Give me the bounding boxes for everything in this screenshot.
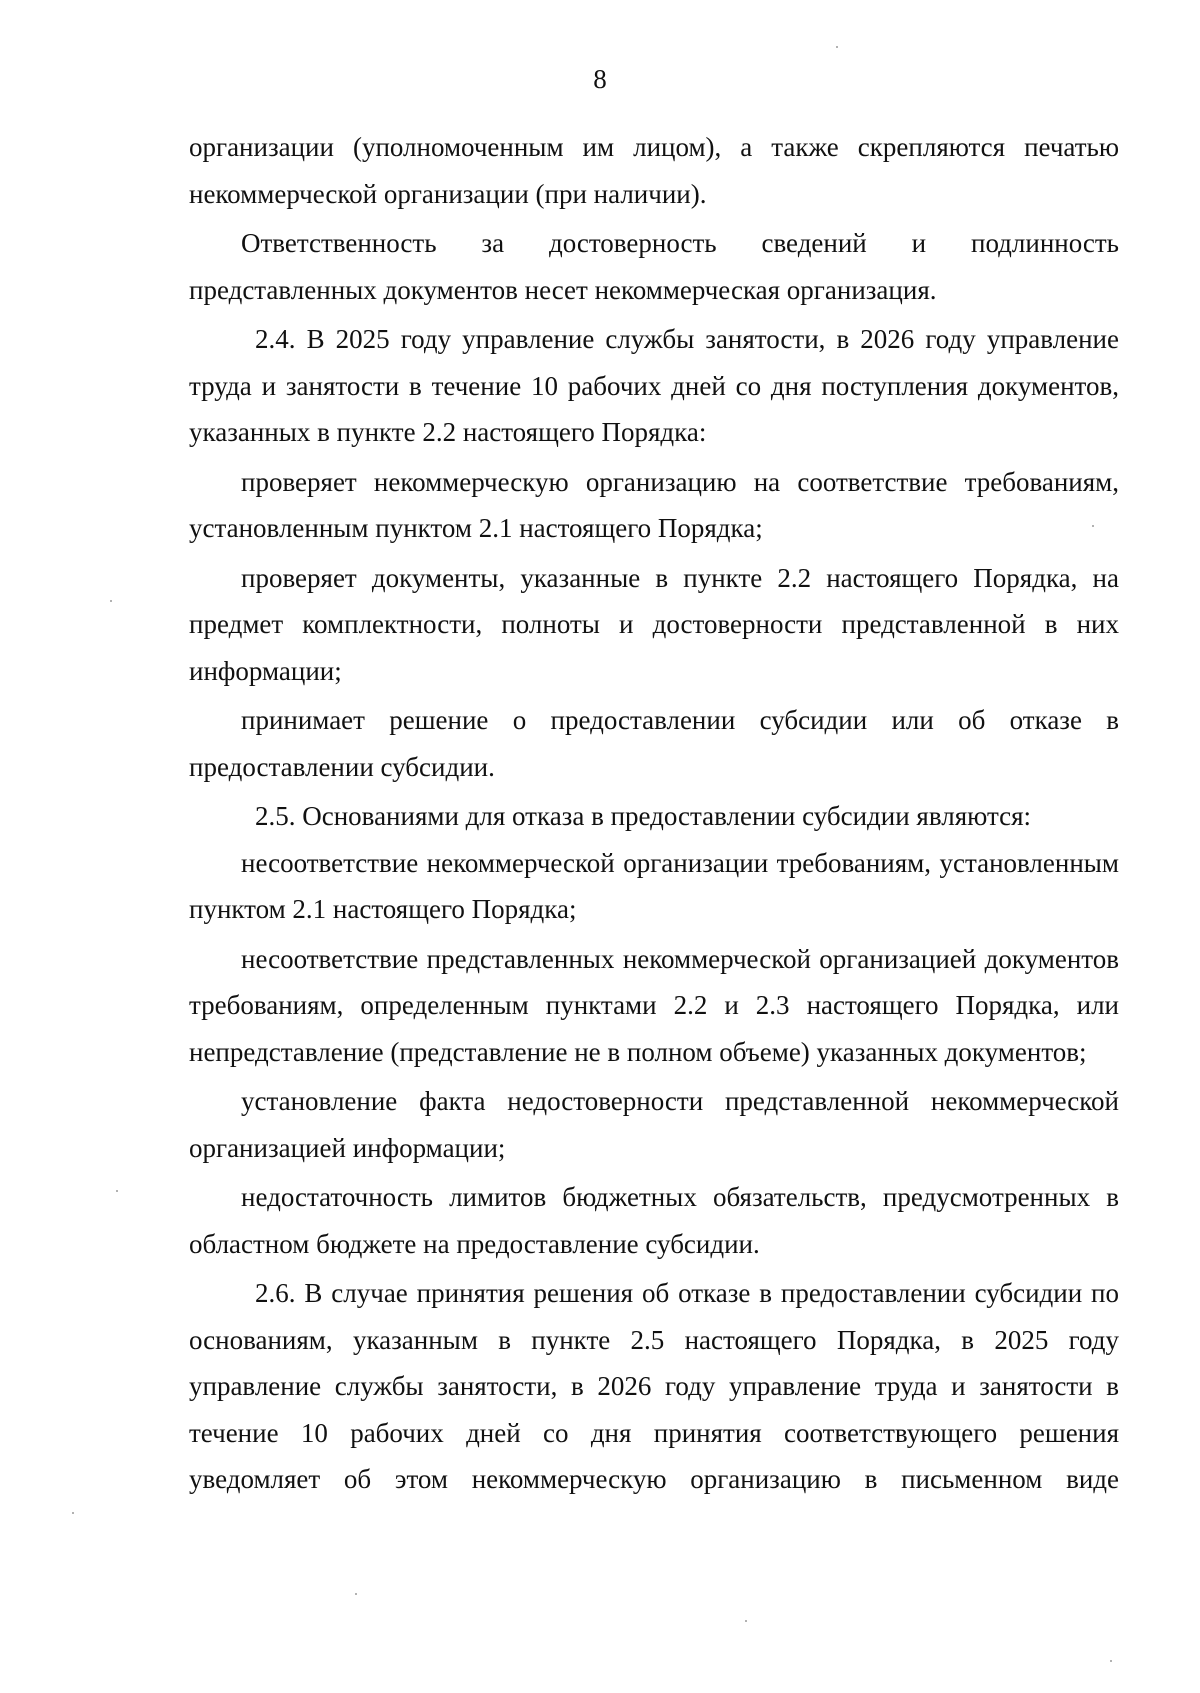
scan-speck: [355, 1593, 357, 1595]
scan-speck: [745, 1620, 747, 1622]
paragraph-continuation: организации (уполномоченным им лицом), а также скрепляются печатью некоммерческой организации (при наличии).: [189, 132, 1119, 209]
page-number: 8: [593, 64, 607, 94]
list-item-check-organization: проверяет некоммерческую организацию на соответствие требованиям, установленным пунктом 2.1 настоящего Порядка;: [189, 466, 1119, 543]
paragraph-responsibility: Ответственность за достоверность сведений и подлинность представленных документов несет некоммерческая организация.: [189, 228, 1119, 305]
list-item-noncompliance-documents: несоответствие представленных некоммерческой организацией документов требованиям, определенным пунктами 2.2 и 2.3 настоящего Порядка, или непредставление (представление не в полном объеме) указанных документов;: [189, 943, 1119, 1067]
scan-speck: [72, 1512, 74, 1514]
list-item-check-documents: проверяет документы, указанные в пункте 2.2 настоящего Порядка, на предмет комплектности, полноты и достоверности представленной в них информации;: [189, 562, 1119, 686]
list-item-false-information: установление факта недостоверности представленной некоммерческой организацией информации;: [189, 1086, 1119, 1163]
scan-speck: [1092, 525, 1094, 527]
scan-speck: [836, 46, 838, 48]
paragraph-2-6: 2.6. В случае принятия решения об отказе в предоставлении субсидии по основаниям, указанным в пункте 2.5 настоящего Порядка, в 2025 году управление службы занятости, в 2026 году управление труда и занятости в течение 10 рабочих дней со дня принятия соответствующего решения уведомляет об этом некоммерческую организацию в письменном виде: [189, 1278, 1119, 1494]
list-item-decision: принимает решение о предоставлении субсидии или об отказе в предоставлении субсидии.: [189, 705, 1119, 782]
list-item-noncompliance-requirements: несоответствие некоммерческой организации требованиям, установленным пунктом 2.1 настоящего Порядка;: [189, 847, 1119, 924]
scan-speck: [116, 1190, 118, 1192]
scan-speck: [1110, 1660, 1112, 1662]
paragraph-2-4: 2.4. В 2025 году управление службы занятости, в 2026 году управление труда и занятости в течение 10 рабочих дней со дня поступления документов, указанных в пункте 2.2 настоящего Порядка:: [189, 324, 1119, 447]
list-item-insufficient-limits: недостаточность лимитов бюджетных обязательств, предусмотренных в областном бюджете на предоставление субсидии.: [189, 1182, 1119, 1259]
document-body: [189, 124, 1119, 1503]
paragraph-2-5: 2.5. Основаниями для отказа в предоставлении субсидии являются:: [255, 801, 1031, 831]
scan-speck: [110, 600, 112, 602]
